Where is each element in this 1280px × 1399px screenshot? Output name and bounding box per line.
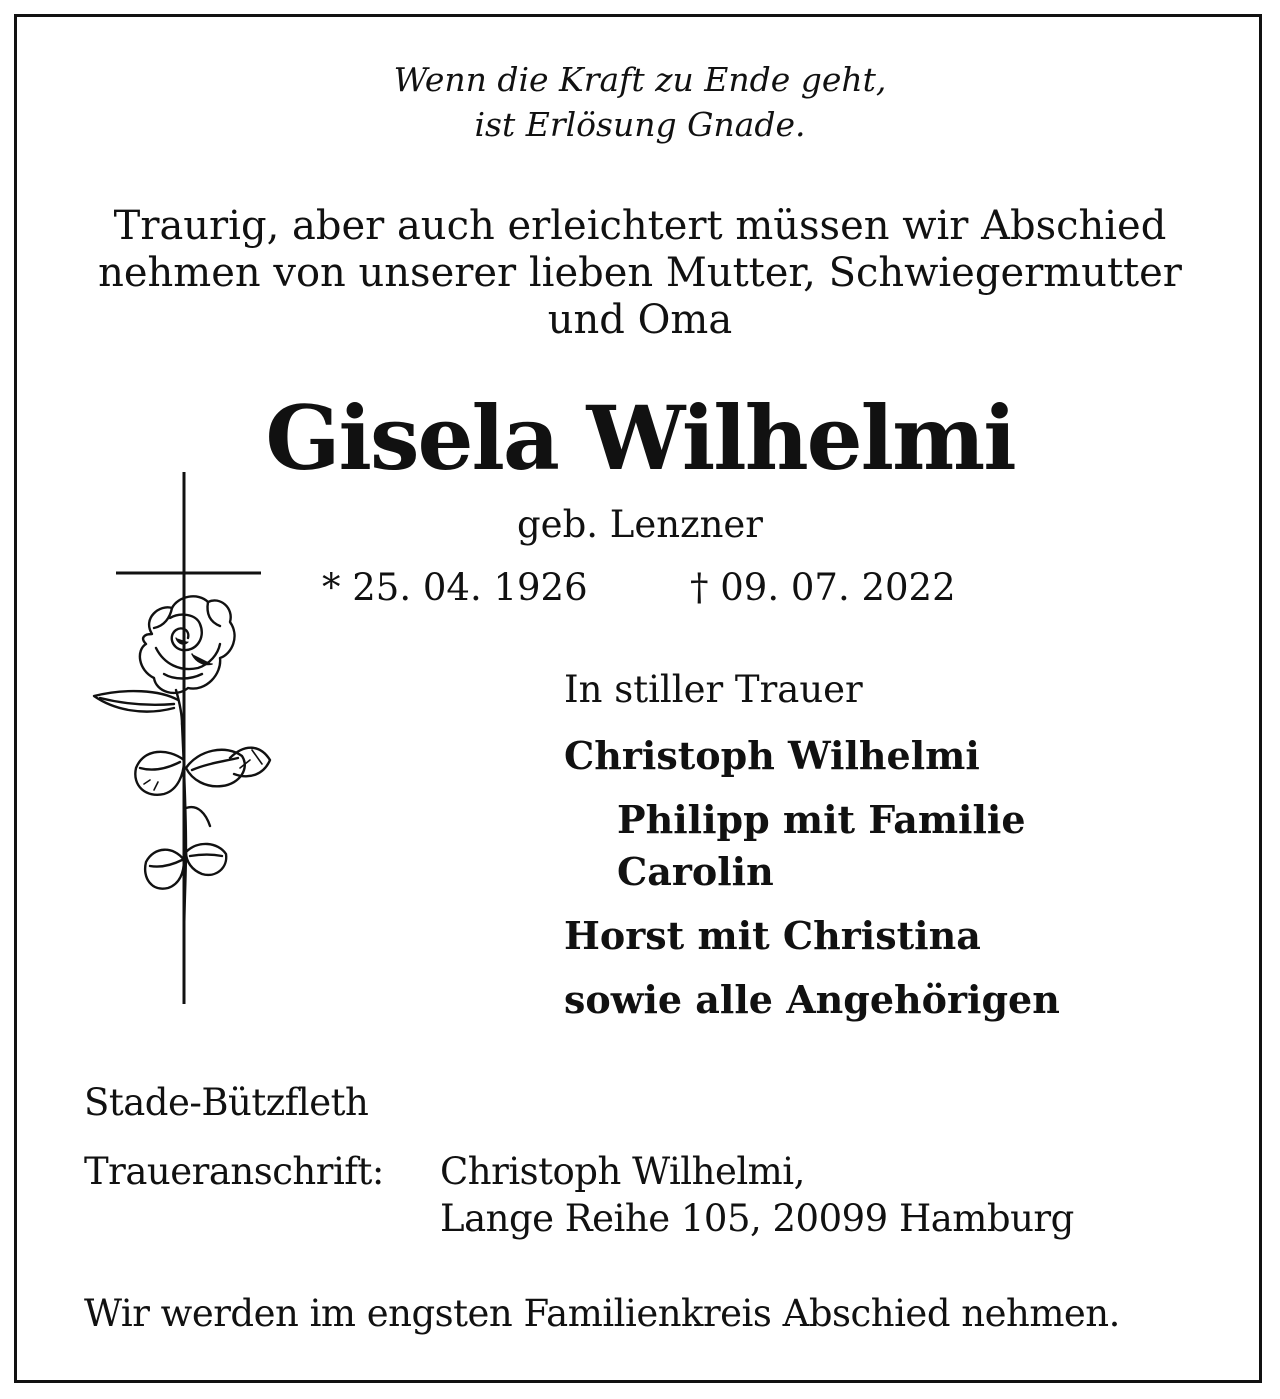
mourner-name: Horst mit Christina [564,913,981,958]
closing-line: Wir werden im engsten Familienkreis Abschied nehmen. [84,1292,1120,1335]
mourner-name: Christoph Wilhelmi [564,733,980,778]
birth-name: geb. Lenzner [517,503,763,546]
address-label: Traueranschrift: [84,1150,384,1193]
mourners-heading: In stiller Trauer [564,668,863,711]
address-line-1: Christoph Wilhelmi, [440,1150,805,1193]
place: Stade-Bützfleth [84,1081,369,1124]
quote-line-2: ist Erlösung Gnade. [474,105,806,144]
mourner-name: Carolin [617,849,774,894]
intro-line-1: Traurig, aber auch erleichtert müssen wir Abschied [113,203,1167,249]
cross-icon [116,472,261,1004]
birth-date: * 25. 04. 1926 [322,566,588,609]
address-line-2: Lange Reihe 105, 20099 Hamburg [440,1197,1074,1240]
intro-line-2: nehmen von unserer lieben Mutter, Schwiegermutter [98,250,1182,296]
death-date: † 09. 07. 2022 [690,566,956,609]
intro-line-3: und Oma [547,297,733,343]
mourner-name: Philipp mit Familie [617,797,1026,842]
rose-icon [94,596,270,948]
deceased-name: Gisela Wilhelmi [265,386,1015,490]
mourner-name: sowie alle Angehörigen [564,977,1060,1022]
cross-rose-emblem [80,468,280,1008]
quote-line-1: Wenn die Kraft zu Ende geht, [393,60,887,99]
